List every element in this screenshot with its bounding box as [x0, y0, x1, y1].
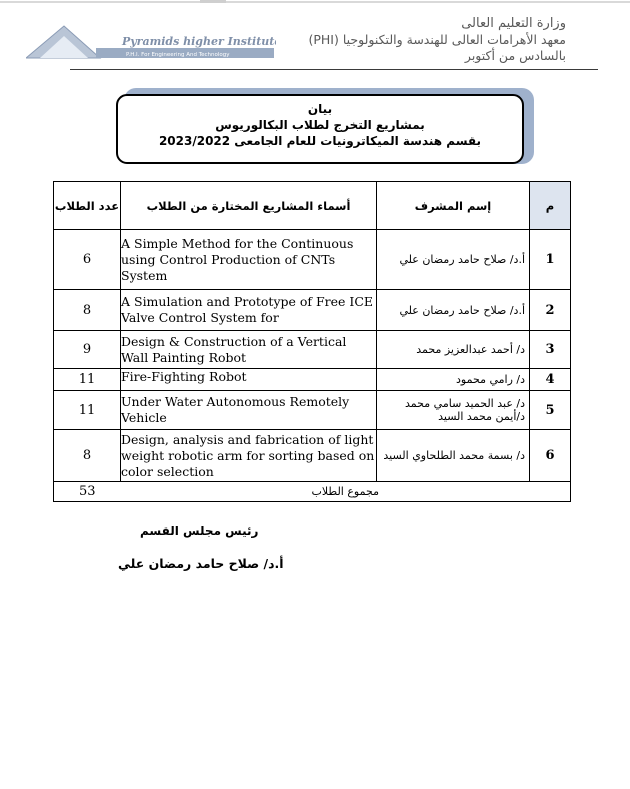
project-title-cell: Design, analysis and fabrication of light weight robotic arm for sorting based on color selection	[121, 430, 377, 482]
serial-number-cell: 1	[530, 230, 571, 290]
institute-name: معهد الأهرامات العالى للهندسة والتكنولوجيا (PHI)	[308, 32, 566, 47]
header-divider	[70, 69, 598, 70]
project-title-cell: A Simple Method for the Continuous using Control Production of CNTs System	[121, 230, 377, 290]
supervisor-cell: أ.د/ صلاح حامد رمضان علي	[377, 230, 530, 290]
project-title-cell: A Simulation and Prototype of Free ICE Valve Control System for	[121, 290, 377, 331]
table-row	[54, 230, 571, 290]
table-row	[54, 391, 571, 430]
total-students-label: مجموع الطلاب	[121, 482, 571, 502]
supervisor-cell: د/ أحمد عبدالعزيز محمد	[377, 331, 530, 369]
institute-location: بالسادس من أكتوبر	[464, 48, 566, 63]
total-students-value: 53	[54, 482, 121, 502]
header-supervisor: إسم المشرف	[377, 182, 530, 230]
student-count-cell: 8	[54, 430, 121, 482]
serial-number-cell: 4	[530, 369, 571, 391]
table-row	[54, 290, 571, 331]
header-project-titles: أسماء المشاريع المختارة من الطلاب	[121, 182, 377, 230]
supervisor-name-2: د/أيمن محمد السيد	[438, 410, 525, 423]
project-title-cell: Design & Construction of a Vertical Wall Painting Robot	[121, 331, 377, 369]
project-title-cell: Under Water Autonomous Remotely Vehicle	[121, 391, 377, 430]
title-line-1: بيان	[307, 102, 333, 116]
signature-name: أ.د/ صلاح حامد رمضان علي	[118, 556, 284, 571]
top-border-line	[0, 1, 630, 3]
header-text	[266, 16, 566, 64]
serial-number-cell: 2	[530, 290, 571, 331]
table-row	[54, 369, 571, 391]
student-count-cell: 8	[54, 290, 121, 331]
serial-number-cell: 6	[530, 430, 571, 482]
supervisor-name-1: د/ عبد الحميد سامي محمد	[405, 397, 525, 410]
document-title-box	[116, 94, 524, 164]
signature-role: رئيس مجلس القسم	[140, 524, 259, 538]
table-header-row	[54, 182, 571, 230]
table-row	[54, 331, 571, 369]
institute-logo	[26, 20, 276, 62]
ministry-name: وزارة التعليم العالى	[461, 16, 566, 31]
student-count-cell: 11	[54, 391, 121, 430]
table-row	[54, 430, 571, 482]
logo-subtitle: P.H.I. For Engineering And Technology	[126, 52, 230, 58]
serial-number-cell: 3	[530, 331, 571, 369]
serial-number-cell: 5	[530, 391, 571, 430]
supervisor-cell: د/ بسمة محمد الطلحاوي السيد	[377, 430, 530, 482]
project-title-cell: Fire-Fighting Robot	[121, 369, 377, 391]
student-count-cell: 9	[54, 331, 121, 369]
header-serial-number: م	[530, 182, 571, 230]
student-count-cell: 11	[54, 369, 121, 391]
projects-table	[53, 181, 571, 502]
supervisor-cell	[377, 391, 530, 430]
supervisor-cell: أ.د/ صلاح حامد رمضان علي	[377, 290, 530, 331]
header-student-count: عدد الطلاب	[54, 182, 121, 230]
top-marker	[200, 0, 226, 3]
title-line-3: بقسم هندسة الميكاترونيات للعام الجامعى 2023/2022	[158, 134, 482, 148]
supervisor-cell: د/ رامي محمود	[377, 369, 530, 391]
table-total-row	[54, 482, 571, 502]
student-count-cell: 6	[54, 230, 121, 290]
title-line-2: بمشاريع التخرج لطلاب البكالوريوس	[215, 118, 425, 132]
logo-title: Pyramids higher Institute	[122, 35, 276, 48]
